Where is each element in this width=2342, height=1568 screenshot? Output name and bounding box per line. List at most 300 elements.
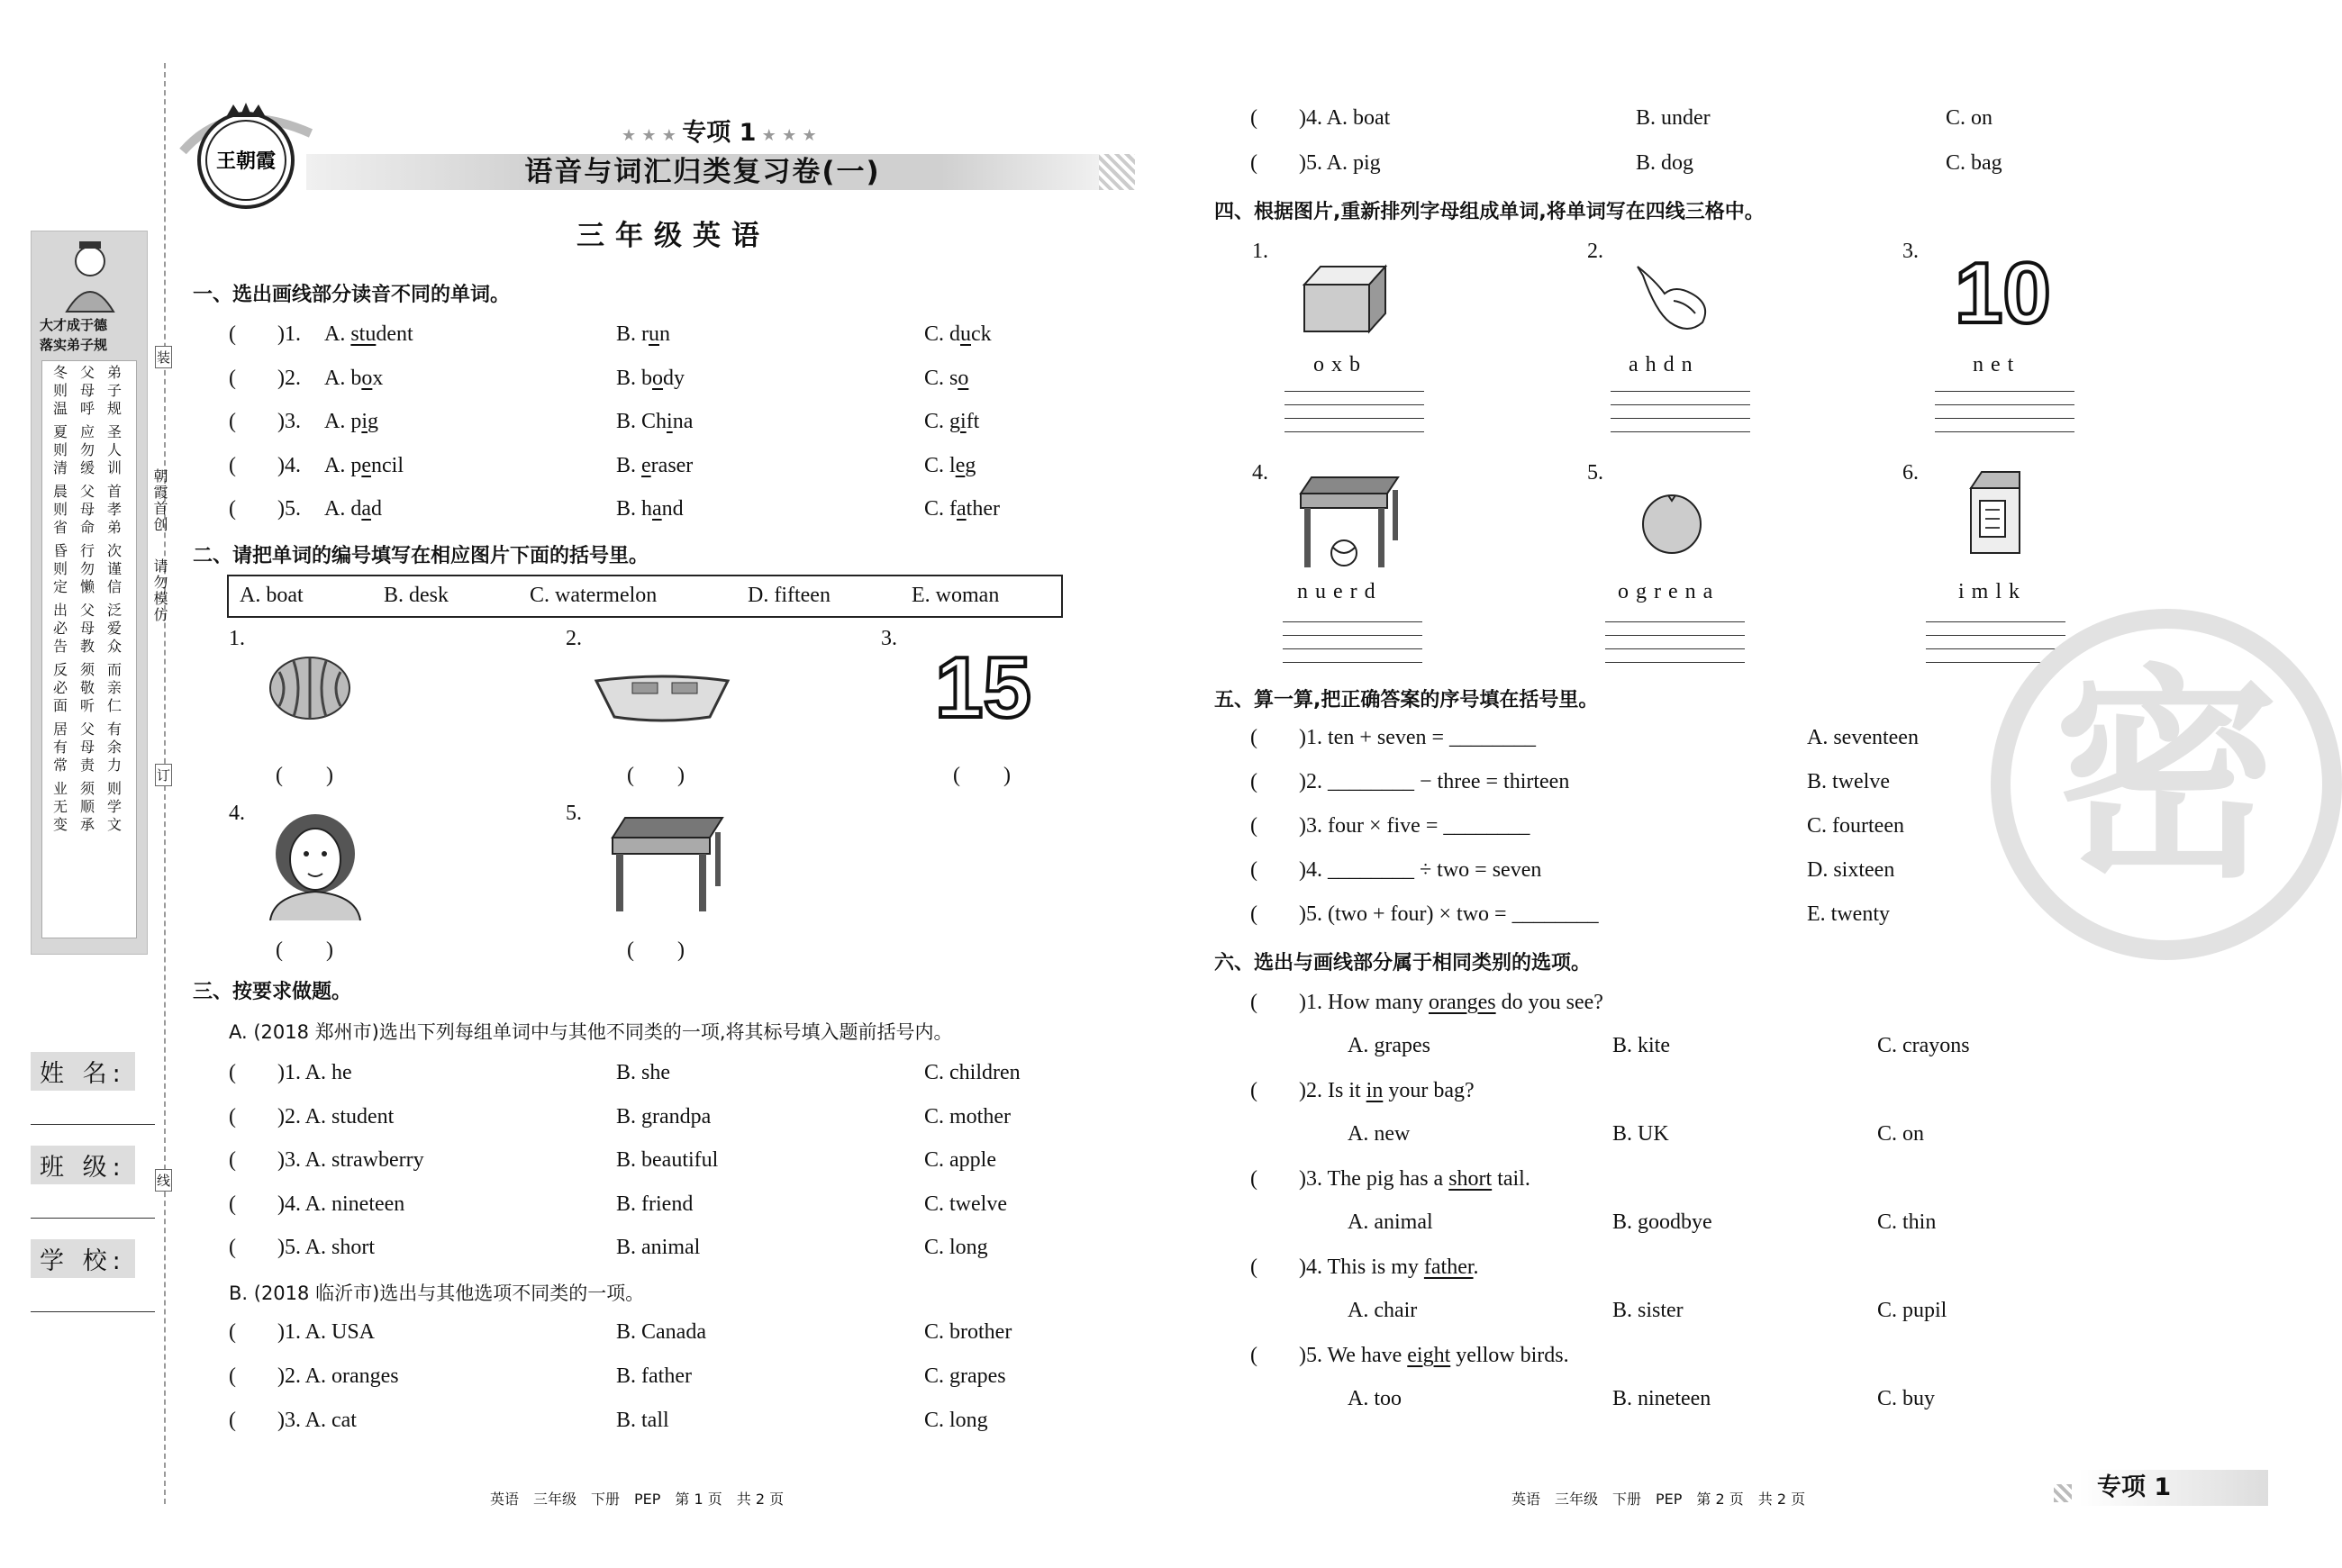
title-bar-pattern (1099, 154, 1135, 190)
underlined-part: stu (350, 322, 377, 346)
word-part: ft (966, 410, 980, 433)
milk-carton-picture (1964, 468, 2027, 557)
option-b (616, 322, 670, 347)
question-number: )1. (277, 322, 301, 346)
picture-label: 2. (1587, 240, 1603, 263)
answer-blank[interactable]: ( (1250, 770, 1257, 793)
word-option: B. desk (384, 584, 449, 607)
box-picture (1299, 263, 1389, 335)
option-c: C. thin (1877, 1210, 1937, 1234)
option-b: B. beautiful (616, 1148, 719, 1172)
poem-char: 应 (79, 423, 95, 440)
word-part: A. (324, 322, 351, 346)
poem-char: 晨 (52, 483, 68, 500)
answer-blank[interactable]: ( (229, 1104, 236, 1128)
woman-picture (261, 807, 369, 922)
scrambled-letters: nuerd (1297, 580, 1383, 603)
option-c: C. apple (924, 1148, 996, 1172)
answer-blank[interactable]: ( ) (953, 764, 1011, 787)
word-part: A. d (324, 497, 362, 521)
word-option: D. fifteen (748, 584, 831, 607)
word-part: yellow birds. (1450, 1344, 1569, 1367)
poem-char: 父 (79, 483, 95, 500)
section-1-heading: 一、选出画线部分读音不同的单词。 (193, 284, 511, 306)
picture-label: 1. (229, 627, 245, 650)
picture-label: 4. (1252, 461, 1268, 485)
word-part: do you see? (1495, 991, 1603, 1014)
answer-blank[interactable]: ( (1250, 151, 1257, 175)
option-b: B. father (616, 1364, 692, 1388)
poem-char: 学 (106, 798, 122, 815)
poem-char: 告 (52, 638, 68, 655)
option-a (324, 322, 413, 347)
poem-char: 责 (79, 757, 95, 774)
poem-char: 则 (106, 780, 122, 797)
word-part: dent (376, 322, 413, 346)
option-c: C. children (924, 1061, 1021, 1084)
name-field[interactable] (31, 1124, 155, 1125)
poem-char: 则 (52, 501, 68, 518)
option-c: C. crayons (1877, 1034, 1970, 1057)
word-part: your bag? (1383, 1079, 1475, 1102)
poem-char: 呼 (79, 400, 95, 417)
poem-char: 承 (79, 816, 95, 833)
question-number: )4. (277, 453, 301, 477)
math-question: )2. ________ − three = thirteen (1299, 770, 1570, 793)
word-part: g (965, 453, 976, 477)
topic-tag: 专项 1 (2079, 1470, 2268, 1506)
answer-blank[interactable]: ( (229, 1148, 236, 1172)
underlined-part: e (641, 453, 651, 477)
answer-blank[interactable]: ( (229, 1192, 236, 1216)
underlined-part: father (1423, 1255, 1474, 1279)
option-a (324, 497, 382, 521)
poem-char: 力 (106, 757, 122, 774)
desk-ball-picture (1297, 474, 1402, 571)
answer-blank[interactable]: ( (1250, 1167, 1257, 1191)
option-c: C. long (924, 1236, 988, 1259)
poem-char: 清 (52, 459, 68, 476)
option-a: )3. A. strawberry (277, 1148, 424, 1172)
option-a: )4. A. nineteen (277, 1192, 405, 1216)
poem-char: 昏 (52, 542, 68, 559)
topic-label: ★ ★ ★ 专项 1 ★ ★ ★ (622, 119, 817, 147)
scholar-icon (54, 236, 126, 315)
answer-blank[interactable]: ( (229, 453, 236, 477)
picture-label: 2. (566, 627, 582, 650)
picture-label: 3. (1902, 240, 1919, 263)
option-b: B. goodbye (1612, 1210, 1712, 1234)
answer-option: E. twenty (1807, 902, 1890, 926)
question-sentence (1299, 1079, 1475, 1103)
option-a (324, 367, 383, 391)
word-part: B. h (616, 497, 653, 521)
answer-blank[interactable]: ( ) (276, 938, 333, 962)
answer-blank[interactable]: ( (1250, 814, 1257, 838)
question-number: )3. (277, 410, 301, 433)
word-part: )4. This is my (1299, 1255, 1424, 1279)
brand-logo (176, 97, 320, 214)
scrambled-letters: oxb (1313, 353, 1367, 376)
school-label: 学 校: (31, 1239, 135, 1278)
question-sentence (1299, 1167, 1530, 1192)
name-label: 姓 名: (31, 1052, 135, 1091)
cut-mark: 装 (155, 346, 172, 368)
poem-char: 则 (52, 441, 68, 458)
poem-char: 有 (52, 739, 68, 756)
writing-lines[interactable] (1284, 391, 1424, 445)
answer-option: C. fourteen (1807, 814, 1904, 838)
option-b (616, 367, 685, 391)
poem-column (79, 365, 95, 835)
poem-char: 须 (79, 661, 95, 678)
word-part: nd (661, 497, 684, 521)
option-a: )3. A. cat (277, 1409, 357, 1432)
poem-char: 母 (79, 739, 95, 756)
tag-pattern (2054, 1484, 2072, 1502)
option-b: B. sister (1612, 1299, 1684, 1322)
word-part: C. d (924, 322, 961, 346)
poem-char: 教 (79, 638, 95, 655)
word-part: )3. The pig has a (1299, 1167, 1449, 1191)
word-part: ck (971, 322, 992, 346)
word-part: C. f (924, 497, 957, 521)
underlined-part: o (361, 366, 373, 390)
option-b: B. she (616, 1061, 670, 1084)
underlined-part: eight (1407, 1344, 1451, 1367)
option-a: A. new (1348, 1122, 1411, 1146)
poem-char: 反 (52, 661, 68, 678)
option-c: C. grapes (924, 1364, 1006, 1388)
poem-column (106, 365, 123, 835)
poem-char: 圣 (106, 423, 122, 440)
desk-picture (609, 814, 726, 913)
poem-char: 则 (52, 560, 68, 577)
underlined-part: a (957, 497, 967, 521)
option-c (924, 497, 1000, 521)
underlined-part: short (1448, 1167, 1493, 1191)
underlined-part: e (955, 453, 966, 477)
writing-lines[interactable] (1935, 391, 2074, 445)
answer-blank[interactable]: ( (229, 1061, 236, 1084)
poem-char: 父 (79, 364, 95, 381)
secret-stamp: 密 (1991, 609, 2342, 960)
word-part: C. g (924, 410, 961, 433)
answer-blank[interactable]: ( ) (276, 764, 333, 787)
poem-char: 孝 (106, 501, 122, 518)
word-part: . (1473, 1255, 1479, 1279)
word-part: tail. (1492, 1167, 1530, 1191)
poem-char: 人 (106, 441, 122, 458)
poem-char: 命 (79, 519, 95, 536)
option-b (616, 497, 684, 521)
school-field[interactable] (31, 1311, 155, 1312)
poem-char: 母 (79, 620, 95, 637)
underlined-part: i (667, 410, 673, 433)
option-a (324, 454, 404, 478)
underlined-part: i (361, 410, 368, 433)
section-3-heading: 三、按要求做题。 (193, 981, 352, 1003)
underlined-part: o (958, 366, 969, 390)
math-question: )4. ________ ÷ two = seven (1299, 858, 1542, 882)
answer-blank[interactable]: ( (1250, 991, 1257, 1014)
math-question: )5. (two + four) × two = ________ (1299, 902, 1599, 926)
answer-blank[interactable]: ( (1250, 726, 1257, 749)
poem-char: 必 (52, 620, 68, 637)
answer-blank[interactable]: ( (1250, 106, 1257, 130)
poem-char: 必 (52, 679, 68, 696)
orange-picture (1638, 490, 1706, 555)
word-option: A. boat (240, 584, 304, 607)
option-c: C. twelve (924, 1192, 1007, 1216)
answer-blank[interactable]: ( (229, 1236, 236, 1259)
writing-lines[interactable] (1605, 621, 1745, 675)
option-a: A. chair (1348, 1299, 1418, 1322)
poem-char: 子 (106, 382, 122, 399)
word-part: )1. How many (1299, 991, 1429, 1014)
word-part: g (368, 410, 379, 433)
option-a: )5. A. pig (1299, 151, 1381, 175)
answer-blank[interactable]: ( (229, 497, 236, 521)
answer-blank[interactable]: ( ) (627, 764, 685, 787)
option-c: C. bag (1946, 151, 2002, 175)
poem-char: 有 (106, 721, 122, 738)
poem-char: 夏 (52, 423, 68, 440)
class-field[interactable] (31, 1218, 155, 1219)
word-part: ther (966, 497, 1000, 521)
option-b: B. under (1636, 106, 1711, 130)
option-b (616, 410, 693, 434)
picture-label: 3. (881, 627, 897, 650)
poem-char: 勿 (79, 441, 95, 458)
underlined-part: u (960, 322, 972, 346)
word-part: x (372, 366, 384, 390)
number-picture: 15 (935, 639, 1031, 736)
cut-mark: 订 (155, 764, 172, 786)
scrambled-letters: ahdn (1629, 353, 1700, 376)
vertical-note-2: 请勿模仿 (151, 558, 168, 623)
answer-blank[interactable]: ( (229, 1320, 236, 1344)
poem-char: 勿 (79, 560, 95, 577)
brand-name: 王朝霞 (215, 150, 277, 173)
poem-char: 而 (106, 661, 122, 678)
option-c: C. long (924, 1409, 988, 1432)
poem-char: 亲 (106, 679, 122, 696)
motto-line-1: 大才成于德 (40, 317, 108, 333)
part-b-instruction: B. (2018 临沂市)选出与其他选项不同类的一项。 (229, 1282, 645, 1304)
section-5-heading: 五、算一算,把正确答案的序号填在括号里。 (1214, 689, 1599, 711)
option-b: B. animal (616, 1236, 701, 1259)
word-option: C. watermelon (530, 584, 658, 607)
option-a: )4. A. boat (1299, 106, 1391, 130)
poem-char: 弟 (106, 519, 122, 536)
option-b: B. nineteen (1612, 1387, 1711, 1410)
word-part: C. l (924, 453, 956, 477)
option-c: C. on (1946, 106, 1993, 130)
underlined-part: a (652, 497, 662, 521)
section-4-heading: 四、根据图片,重新排列字母组成单词,将单词写在四线三格中。 (1214, 201, 1765, 223)
underlined-part: i (960, 410, 967, 433)
option-c (924, 322, 992, 347)
poem-char: 次 (106, 542, 122, 559)
poem-char: 面 (52, 697, 68, 714)
poem-char: 文 (106, 816, 122, 833)
poem-char: 业 (52, 780, 68, 797)
poem-char: 缓 (79, 459, 95, 476)
poem-char: 敬 (79, 679, 95, 696)
question-sentence (1299, 991, 1603, 1015)
option-b: B. Canada (616, 1320, 706, 1344)
option-c (924, 410, 979, 434)
option-c: C. buy (1877, 1387, 1936, 1410)
poem-char: 众 (106, 638, 122, 655)
poem-column (52, 365, 68, 835)
poem-char: 爱 (106, 620, 122, 637)
poem-char: 出 (52, 602, 68, 619)
cut-mark: 线 (155, 1169, 172, 1192)
option-c (924, 454, 976, 478)
writing-lines[interactable] (1611, 391, 1750, 445)
poem-char: 首 (106, 483, 122, 500)
poem-char: 顺 (79, 798, 95, 815)
option-c (924, 367, 968, 391)
poem-char: 训 (106, 459, 122, 476)
footer-right: 英语 三年级 下册 PEP 第 2 页 共 2 页 (1511, 1491, 1806, 1508)
poem-char: 父 (79, 602, 95, 619)
word-part: B. Ch (616, 410, 667, 433)
poem-char: 懒 (79, 578, 95, 595)
answer-blank[interactable]: ( (1250, 902, 1257, 926)
answer-option: A. seventeen (1807, 726, 1919, 749)
word-part: d (371, 497, 382, 521)
answer-blank[interactable]: ( (229, 410, 236, 433)
option-a: )2. A. student (277, 1104, 395, 1128)
word-part: ncil (371, 453, 404, 477)
section-6-heading: 六、选出与画线部分属于相同类别的选项。 (1214, 952, 1592, 974)
poem-char: 余 (106, 739, 122, 756)
answer-blank[interactable]: ( (1250, 1255, 1257, 1279)
poem-char: 泛 (106, 602, 122, 619)
part-a-instruction: A. (2018 郑州市)选出下列每组单词中与其他不同类的一项,将其标号填入题前括号内。 (229, 1021, 953, 1043)
poem-char: 仁 (106, 697, 122, 714)
poem-char: 弟 (106, 364, 122, 381)
answer-blank[interactable]: ( ) (627, 938, 685, 962)
answer-blank[interactable]: ( (229, 366, 236, 390)
writing-lines[interactable] (1283, 621, 1422, 675)
answer-blank[interactable]: ( (229, 1409, 236, 1432)
answer-blank[interactable]: ( (1250, 1344, 1257, 1367)
option-c: C. brother (924, 1320, 1012, 1344)
poem-char: 居 (52, 721, 68, 738)
option-b: B. friend (616, 1192, 694, 1216)
number-picture: 10 (1955, 245, 2051, 341)
page-subtitle: 三年级英语 (576, 220, 770, 252)
underlined-part: a (361, 497, 371, 521)
poem-char: 冬 (52, 364, 68, 381)
option-c: C. pupil (1877, 1299, 1947, 1322)
answer-blank[interactable]: ( (229, 1364, 236, 1388)
option-a: )1. A. he (277, 1061, 352, 1084)
answer-option: D. sixteen (1807, 858, 1895, 882)
poem-char: 父 (79, 721, 95, 738)
poem-char: 听 (79, 697, 95, 714)
answer-blank[interactable]: ( (1250, 1079, 1257, 1102)
question-number: )5. (277, 497, 301, 521)
poem-char: 母 (79, 501, 95, 518)
section-2-heading: 二、请把单词的编号填写在相应图片下面的括号里。 (193, 545, 649, 567)
option-a: )2. A. oranges (277, 1364, 399, 1388)
question-sentence (1299, 1255, 1479, 1280)
poem-char: 信 (106, 578, 122, 595)
option-b: B. kite (1612, 1034, 1670, 1057)
word-part: )2. Is it (1299, 1079, 1366, 1102)
option-a: )5. A. short (277, 1236, 375, 1259)
scrambled-letters: imlk (1958, 580, 2028, 603)
word-part: A. b (324, 366, 362, 390)
picture-label: 1. (1252, 240, 1268, 263)
scrambled-letters: ogrena (1618, 580, 1720, 603)
boat-picture (595, 668, 730, 722)
poem-char: 省 (52, 519, 68, 536)
answer-option: B. twelve (1807, 770, 1890, 793)
question-sentence (1299, 1344, 1569, 1368)
underlined-part: in (1366, 1079, 1384, 1102)
answer-blank[interactable]: ( (229, 322, 236, 346)
poem-char: 规 (106, 400, 122, 417)
vertical-note-1: 朝霞首创 (151, 468, 168, 533)
word-option: E. woman (912, 584, 1000, 607)
picture-label: 4. (229, 802, 245, 825)
poem-char: 母 (79, 382, 95, 399)
option-b: B. dog (1636, 151, 1694, 175)
poem-char: 温 (52, 400, 68, 417)
page-title: 语音与词汇归类复习卷(一) (524, 156, 881, 188)
option-b: B. UK (1612, 1122, 1669, 1146)
watermelon-picture (267, 654, 353, 722)
option-a: A. grapes (1348, 1034, 1430, 1057)
word-part: B. r (616, 322, 649, 346)
poem-char: 无 (52, 798, 68, 815)
picture-label: 5. (1587, 461, 1603, 485)
option-c: C. mother (924, 1104, 1011, 1128)
hand-picture (1629, 258, 1719, 339)
poem-char: 行 (79, 542, 95, 559)
option-c: C. on (1877, 1122, 1925, 1146)
word-part: A. p (324, 410, 362, 433)
underlined-part: e (361, 453, 371, 477)
motto-line-2: 落实弟子规 (40, 337, 108, 353)
poem-char: 则 (52, 382, 68, 399)
word-part: C. s (924, 366, 958, 390)
class-label: 班 级: (31, 1146, 135, 1184)
option-a: )1. A. USA (277, 1320, 376, 1344)
poem-char: 须 (79, 780, 95, 797)
option-a (324, 410, 378, 434)
option-b: B. grandpa (616, 1104, 712, 1128)
picture-label: 5. (566, 802, 582, 825)
word-part: dy (663, 366, 685, 390)
poem-char: 变 (52, 816, 68, 833)
picture-label: 6. (1902, 461, 1919, 485)
answer-blank[interactable]: ( (1250, 858, 1257, 882)
underlined-part: oranges (1428, 991, 1496, 1014)
footer-left: 英语 三年级 下册 PEP 第 1 页 共 2 页 (490, 1491, 785, 1508)
poem-char: 谨 (106, 560, 122, 577)
underlined-part: u (649, 322, 659, 346)
math-question: )3. four × five = ________ (1299, 814, 1530, 838)
word-part: n (659, 322, 670, 346)
poem-char: 定 (52, 578, 68, 595)
